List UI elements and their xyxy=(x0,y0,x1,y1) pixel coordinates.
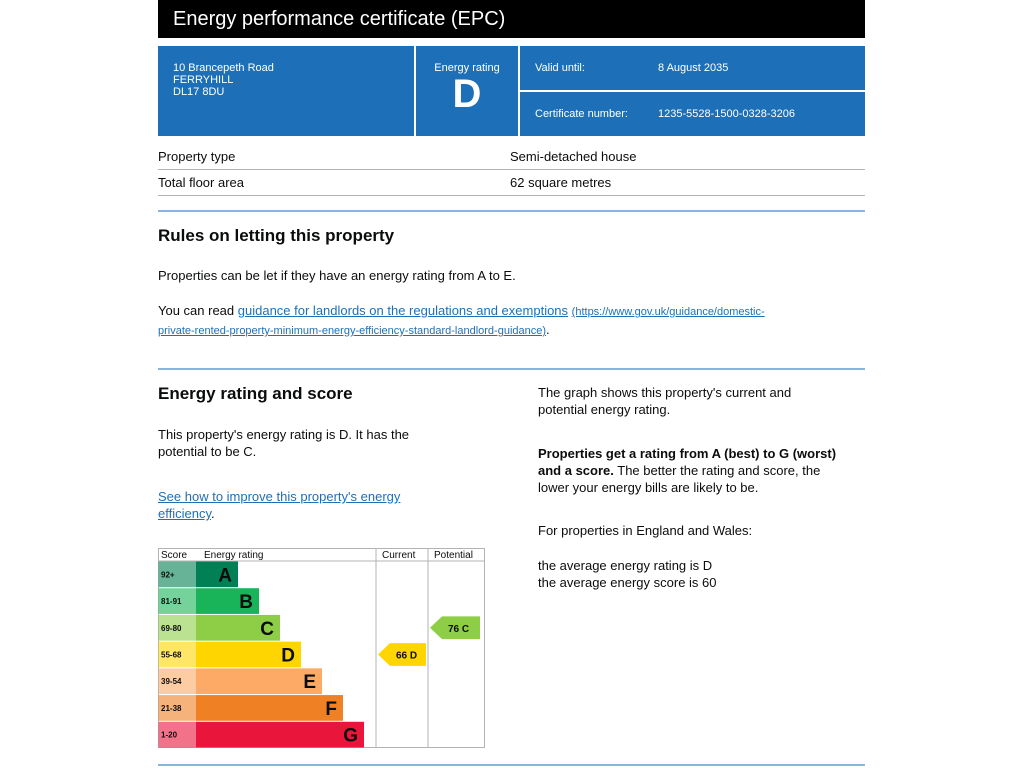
address-line-1: 10 Brancepeth Road xyxy=(173,62,274,74)
valid-until-label: Valid until: xyxy=(535,62,585,74)
floor-area-label: Total floor area xyxy=(158,175,244,190)
graph-explanation xyxy=(538,384,865,418)
section-divider xyxy=(158,210,865,212)
region-note: For properties in England and Wales: xyxy=(538,523,753,538)
property-type-label: Property type xyxy=(158,149,236,164)
guidance-prefix: You can read xyxy=(158,303,238,318)
rules-heading: Rules on letting this property xyxy=(158,226,395,245)
epc-summary xyxy=(158,46,865,136)
energy-rating-letter: D xyxy=(452,72,482,116)
valid-until-box xyxy=(520,46,865,90)
average-score: the average energy score is 60 xyxy=(538,575,717,590)
band-bar-f xyxy=(196,695,343,721)
rating-explanation-bold-2: and a score. xyxy=(538,463,614,478)
chart-header-label: Score xyxy=(161,550,188,561)
band-letter: D xyxy=(281,645,295,667)
certificate-number-value: 1235-5528-1500-0328-3206 xyxy=(658,108,796,120)
graph-explanation-line-1: The graph shows this property's current and xyxy=(538,385,792,400)
floor-area-row xyxy=(158,170,865,196)
band-letter: F xyxy=(325,698,337,720)
energy-rating-chart xyxy=(158,548,485,748)
page-title: Energy performance certificate (EPC) xyxy=(158,0,865,38)
guidance-link[interactable]: guidance for landlords on the regulations and exemptions xyxy=(237,303,569,318)
property-type-value: Semi-detached house xyxy=(510,149,637,164)
valid-until-value: 8 August 2035 xyxy=(658,62,729,74)
chart-header-label: Energy rating xyxy=(204,550,264,561)
rating-explanation xyxy=(538,445,865,496)
chart-header-label: Current xyxy=(382,550,416,561)
certificate-number-box xyxy=(520,92,865,136)
energy-heading: Energy rating and score xyxy=(158,384,353,403)
energy-rating-paragraph xyxy=(158,426,488,460)
band-score-range: 1-20 xyxy=(161,730,178,740)
band-bar-g xyxy=(196,722,364,748)
band-letter: G xyxy=(343,725,358,747)
band-score-range: 39-54 xyxy=(161,677,182,687)
energy-para-line-2: potential to be C. xyxy=(158,444,257,459)
improve-suffix: . xyxy=(211,506,215,521)
section-divider xyxy=(158,368,865,370)
improve-paragraph xyxy=(158,488,488,522)
band-score-range: 81-91 xyxy=(161,597,182,607)
band-score-range: 92+ xyxy=(161,570,175,580)
band-letter: B xyxy=(239,592,253,614)
improve-efficiency-link-1[interactable]: See how to improve this property's energy xyxy=(158,489,401,504)
band-letter: E xyxy=(303,672,316,694)
property-type-row xyxy=(158,144,865,170)
band-letter: C xyxy=(260,618,274,640)
energy-rating-box xyxy=(416,46,518,136)
band-letter: A xyxy=(218,565,232,587)
rating-explanation-rest-2: lower your energy bills are likely to be. xyxy=(538,480,759,495)
certificate-number-label: Certificate number: xyxy=(535,108,628,120)
rating-explanation-bold-1: Properties get a rating from A (best) to G (worst) xyxy=(538,446,837,461)
improve-efficiency-link-2[interactable]: efficiency xyxy=(158,506,211,521)
guidance-suffix: . xyxy=(546,322,550,337)
address-line-2: FERRYHILL xyxy=(173,74,234,86)
current-rating-label: 66 D xyxy=(396,650,418,662)
floor-area-value: 62 square metres xyxy=(510,175,612,190)
graph-explanation-line-2: potential energy rating. xyxy=(538,402,671,417)
band-score-range: 21-38 xyxy=(161,703,182,713)
energy-rating-label: Energy rating xyxy=(434,62,500,74)
potential-rating-label: 76 C xyxy=(448,623,470,635)
chart-header-label: Potential xyxy=(434,550,473,561)
band-score-range: 55-68 xyxy=(161,650,182,660)
address-box xyxy=(158,46,414,136)
guidance-url-link-2[interactable]: private-rented-property-minimum-energy-efficiency-standard-landlord-guidance) xyxy=(158,325,547,337)
average-values xyxy=(538,557,865,591)
section-divider xyxy=(158,764,865,766)
address-line-3: DL17 8DU xyxy=(173,86,225,98)
rules-guidance-paragraph xyxy=(158,302,865,340)
energy-rating-graph xyxy=(158,548,485,748)
rules-paragraph: Properties can be let if they have an energy rating from A to E. xyxy=(158,268,516,283)
rating-explanation-rest-1: The better the rating and score, the xyxy=(613,463,821,478)
band-score-range: 69-80 xyxy=(161,623,182,633)
energy-para-line-1: This property's energy rating is D. It has the xyxy=(158,427,410,442)
average-rating: the average energy rating is D xyxy=(538,558,713,573)
guidance-url-link-1[interactable]: (https://www.gov.uk/guidance/domestic- xyxy=(571,306,765,318)
